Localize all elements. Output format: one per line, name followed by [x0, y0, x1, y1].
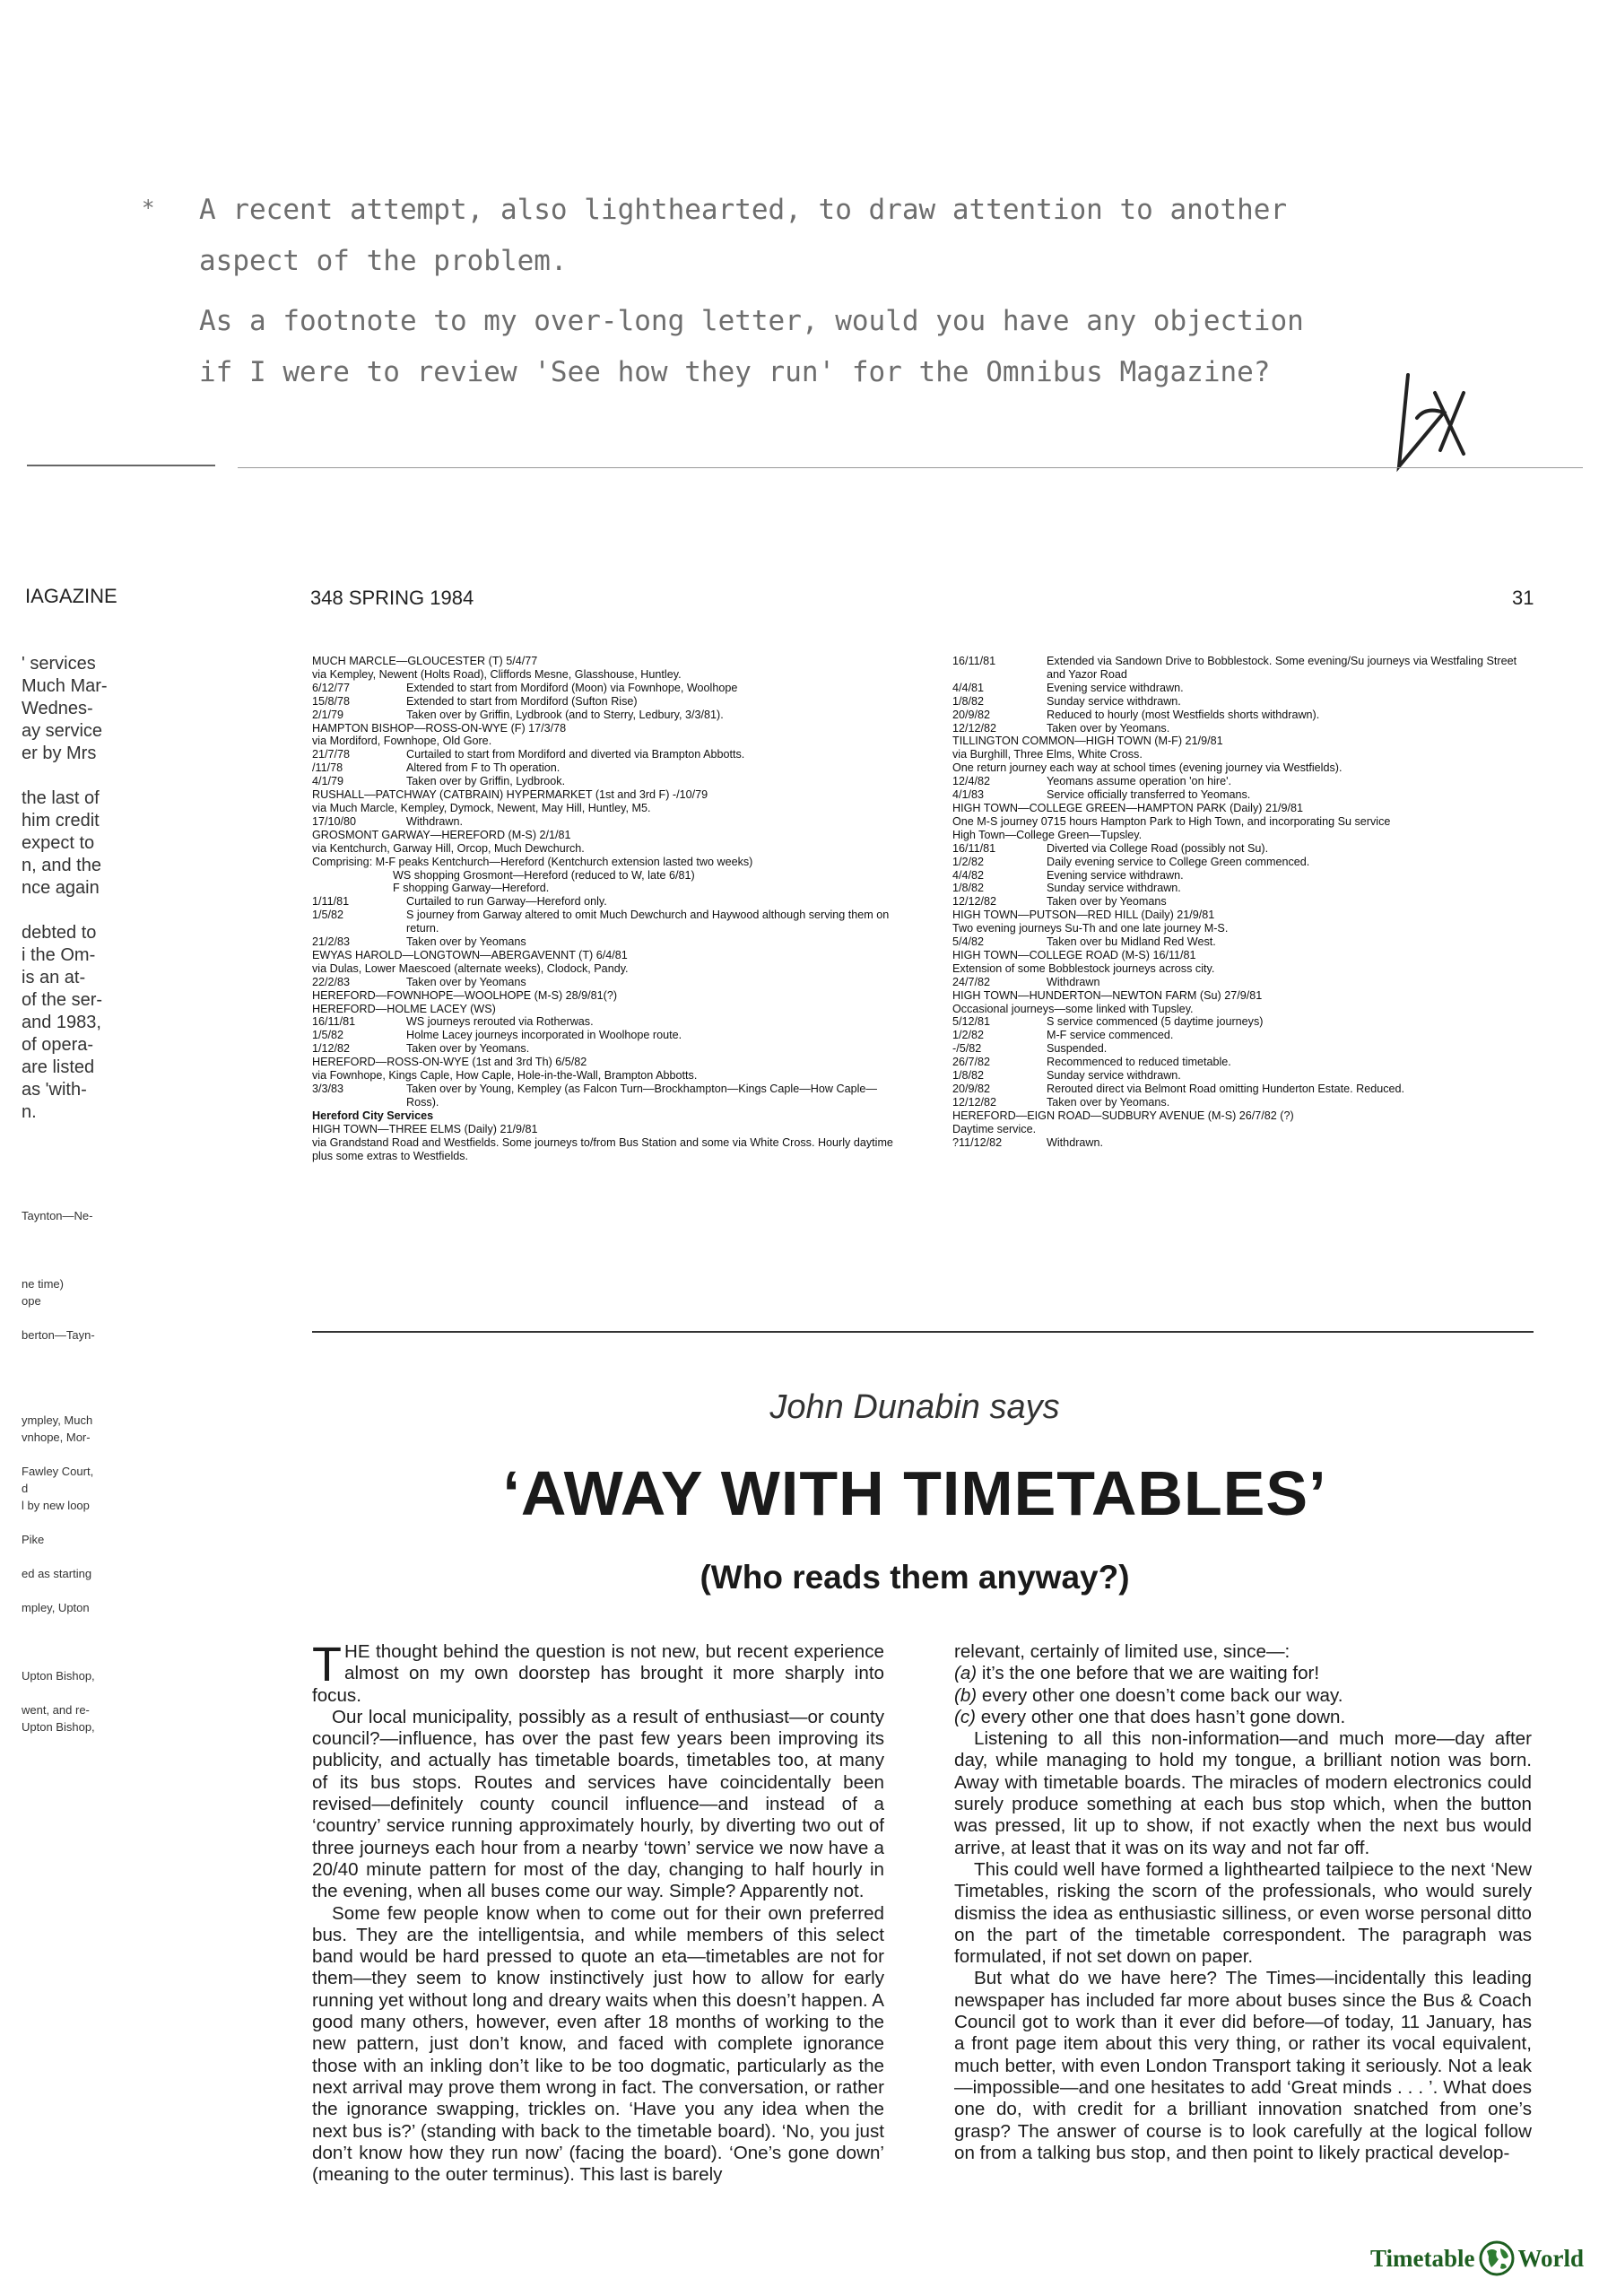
handwritten-initials — [1381, 357, 1480, 474]
timetable-row — [952, 1056, 1535, 1069]
timetable-route-heading: via Much Marcle, Kempley, Dymock, Newent, May Hill, Huntley, M5. — [312, 801, 651, 814]
side-line-small: ympley, Much — [22, 1413, 93, 1427]
side-line-small: vnhope, Mor- — [22, 1431, 91, 1444]
article-paragraph: Listening to all this non-information—and much more—day after day, while managing to hold my tongue, a brilliant notion was born. Away with timetable boards. The miracles of modern electronics could surely produce something at each bus stop which, when the button was pressed, lit up to show, if not exactly when the next bus would arrive, at least that it was on its way and not far off. — [954, 1728, 1532, 1858]
list-item — [954, 1707, 1532, 1728]
timetable-row — [312, 709, 895, 722]
timetable-row — [312, 1083, 895, 1109]
timetable-date: 12/12/82 — [952, 1095, 997, 1109]
side-line-small: Taynton—Ne- — [22, 1209, 93, 1222]
timetable-row — [952, 1096, 1535, 1109]
list-item — [954, 1685, 1532, 1707]
article-paragraph: Our local municipality, possibly as a result of enthusiast—or county council?—influence, has over the past few years been improving its publicity, and actually has timetable boards, timetables too, at many of its bus stops. Routes and services have coincidentally been revised—definitely county council influence—and instead of a ‘country’ service running approximately hourly, by diverting two out of three journeys each hour from a nearby ‘town’ service we now have a 20/40 minute pattern for most of the day, changing to half hourly in the evening, when all buses come our way. Simple? Apparently not. — [312, 1706, 884, 1902]
side-line: i the Om- — [22, 945, 96, 965]
timetable-date: ?11/12/82 — [952, 1135, 1003, 1149]
side-line-small — [22, 1309, 118, 1326]
side-line-small: ed as starting — [22, 1567, 92, 1580]
timetable-route-heading: via Burghill, Three Elms, White Cross. — [952, 748, 1143, 761]
timetable-route-heading: via Kentchurch, Garway Hill, Orcop, Much Dewchurch. — [312, 841, 585, 855]
timetable-row — [952, 882, 1535, 895]
side-line-small — [22, 1548, 118, 1565]
left-column-fragment — [22, 653, 118, 1124]
side-line-small — [22, 1395, 118, 1412]
timetable-route-heading: HIGH TOWN—COLLEGE GREEN—HAMPTON PARK (Daily) 21/9/81 — [952, 801, 1303, 814]
side-line-small — [22, 1258, 118, 1275]
timetable-row — [312, 895, 895, 909]
timetable-route-heading: High Town—College Green—Tupsley. — [952, 828, 1143, 841]
timetable-subentry: F shopping Garway—Hereford. — [393, 882, 550, 895]
timetable-note: Withdrawn. — [406, 814, 463, 828]
side-line: as 'with- — [22, 1080, 87, 1100]
left-column-fragment-small — [22, 1207, 118, 1735]
side-line: Wednes- — [22, 699, 93, 718]
side-line: debted to — [22, 923, 97, 943]
side-line: n. — [22, 1102, 37, 1122]
timetable-note: Withdrawn. — [1047, 1135, 1103, 1149]
side-line: ' services — [22, 654, 96, 674]
side-line: ay service — [22, 721, 103, 741]
timetable-subentry: WS shopping Grosmont—Hereford (reduced to W, late 6/81) — [393, 868, 695, 882]
timetable-note: Evening service withdrawn. — [1047, 681, 1184, 694]
timetable-date: 21/7/78 — [312, 748, 351, 761]
side-line-small — [22, 1361, 118, 1378]
side-line-small: l by new loop — [22, 1499, 90, 1512]
timetable-route-heading: Occasional journeys—some linked with Tupsley. — [952, 1002, 1194, 1015]
timetable-note: Recommenced to reduced timetable. — [1047, 1056, 1231, 1069]
side-line-small — [22, 1224, 118, 1241]
letter-divider-left — [27, 465, 215, 466]
timetable-note: Taken over by Griffin, Lydbrook. — [406, 775, 566, 788]
logo-text-right: World — [1517, 2244, 1585, 2272]
timetable-note: Diverted via College Road (possibly not Su). — [1047, 841, 1269, 855]
timetable-note: Extended to start from Mordiford (Sufton Rise) — [406, 694, 638, 708]
timetable-route-heading: MUCH MARCLE—GLOUCESTER (T) 5/4/77 — [312, 655, 538, 667]
article-column-right — [954, 1641, 1532, 2164]
timetable-note: Daily evening service to College Green commenced. — [1047, 855, 1310, 868]
timetable-row — [952, 895, 1535, 909]
timetable-row — [312, 695, 895, 709]
timetable-note: Rerouted direct via Belmont Road omitting Hunderton Estate. Reduced. — [1047, 1083, 1405, 1095]
timetable-note: Extended via Sandown Drive to Bobblestock. Some evening/Su journeys via Westfaling Street and Yazor Road — [1047, 655, 1517, 681]
timetable-row — [312, 935, 895, 949]
side-line-small: d — [22, 1482, 29, 1495]
drop-cap: T — [312, 1638, 342, 1692]
timetable-date: 4/1/83 — [952, 788, 985, 802]
timetable-date: 3/3/83 — [312, 1083, 344, 1095]
timetable-row — [952, 1083, 1535, 1096]
article-byline: John Dunabin says — [769, 1388, 1060, 1426]
timetable-date: 12/4/82 — [952, 775, 991, 788]
timetable-route-heading: GROSMONT GARWAY—HEREFORD (M-S) 2/1/81 — [312, 828, 571, 841]
timetable-note: Extended to start from Mordiford (Moon) via Fownhope, Woolhope — [406, 681, 738, 694]
article-list — [954, 1663, 1532, 1728]
timetable-route-heading: HEREFORD—ROSS-ON-WYE (1st and 3rd Th) 6/5/82 — [312, 1056, 587, 1069]
timetable-row — [952, 655, 1535, 682]
timetable-row — [952, 842, 1535, 856]
side-line: nce again — [22, 878, 100, 898]
timetable-date: 1/8/82 — [952, 882, 985, 895]
timetable-route-heading: HIGH TOWN—HUNDERTON—NEWTON FARM (Su) 27/9/81 — [952, 988, 1263, 1002]
timetable-note: Taken over by Young, Kempley (as Falcon Turn—Brockhampton—Kings Caple—How Caple—Ross). — [406, 1083, 878, 1109]
article-subtitle: (Who reads them anyway?) — [700, 1559, 1130, 1596]
timetable-route-heading: One M-S journey 0715 hours Hampton Park to High Town, and incorporating Su service — [952, 814, 1391, 828]
timetable-date: 1/11/81 — [312, 895, 350, 909]
timetable-row — [952, 722, 1535, 735]
timetable-date: 16/11/81 — [952, 841, 996, 855]
timetable-route-heading: via Kempley, Newent (Holts Road), Cliffords Mesne, Glasshouse, Huntley. — [312, 667, 682, 681]
logo-text-left: Timetable — [1370, 2244, 1475, 2272]
timetable-date: 21/2/83 — [312, 935, 351, 949]
timetable-date: 4/1/79 — [312, 775, 344, 788]
timetable-row — [952, 1069, 1535, 1083]
timetable-date: 20/9/82 — [952, 708, 991, 721]
timetable-date: 6/12/77 — [312, 681, 351, 694]
timetable-note: Taken over by Yeomans. — [1047, 1095, 1170, 1109]
timetable-note: Taken over by Yeomans. — [406, 1042, 530, 1056]
timetable-row — [952, 1136, 1535, 1150]
timetable-note: Altered from F to Th operation. — [406, 761, 561, 775]
article-paragraph — [312, 1638, 884, 1707]
timetable-row — [312, 682, 895, 695]
timetable-section-heading: Hereford City Services — [312, 1109, 434, 1122]
timetable-note: Sunday service withdrawn. — [1047, 1069, 1181, 1083]
timetable-note: M-F service commenced. — [1047, 1029, 1174, 1042]
timetable-date: 26/7/82 — [952, 1056, 991, 1069]
list-item-text: every other one that does hasn’t gone down. — [976, 1706, 1346, 1727]
side-line-small: Fawley Court, — [22, 1465, 94, 1478]
timetable-note: Yeomans assume operation 'on hire'. — [1047, 775, 1231, 788]
timetable-note: Withdrawn — [1047, 975, 1100, 988]
letter-line-2: aspect of the problem. — [199, 245, 568, 277]
timetable-row — [312, 748, 895, 761]
timetable-route-heading: TILLINGTON COMMON—HIGH TOWN (M-F) 21/9/81 — [952, 735, 1223, 748]
timetable-row — [312, 815, 895, 829]
timetable-date: 1/8/82 — [952, 1069, 985, 1083]
timetable-note: Reduced to hourly (most Westfields shorts withdrawn). — [1047, 708, 1320, 721]
timetable-note: Taken over by Griffin, Lydbrook (and to Sterry, Ledbury, 3/3/81). — [406, 708, 724, 721]
side-line-small — [22, 1633, 118, 1650]
side-line-small: Upton Bishop, — [22, 1669, 95, 1683]
timetable-row — [952, 869, 1535, 883]
timetable-date: 1/12/82 — [312, 1042, 351, 1056]
timetable-route-heading: via Grandstand Road and Westfields. Some journeys to/from Bus Station and some via White Cross. Hourly daytime plus some extras to Westfields. — [312, 1135, 893, 1162]
article-paragraph: But what do we have here? The Times—incidentally this leading newspaper has included far more about buses since the Bus & Coach Council got to work than it ever did before—of today, 11 January, has a front page item about this very thing, or rather its vocal equivalent, much better, with even London Transport taking it seriously. Not a leak—impossible—and one hesitates to add ‘Great minds . . . ’. What does one do, with credit for a brilliant innovation snatched from one’s grasp? The answer of course is to look carefully at the logical follow on from a talking bus stop, and then point to likely practical develop- — [954, 1968, 1532, 2163]
timetable-row — [952, 775, 1535, 788]
timetable-date: 1/2/82 — [952, 1029, 985, 1042]
timetable-route-heading: via Dulas, Lower Maescoed (alternate weeks), Clodock, Pandy. — [312, 961, 629, 975]
timetable-date: 5/4/82 — [952, 935, 985, 949]
page-number: 31 — [1512, 587, 1534, 609]
timetable-row — [952, 856, 1535, 869]
timetable-row — [952, 935, 1535, 949]
timetable-note: WS journeys rerouted via Rotherwas. — [406, 1015, 594, 1029]
timetable-route-heading: HAMPTON BISHOP—ROSS-ON-WYE (F) 17/3/78 — [312, 721, 567, 735]
side-line: the last of — [22, 788, 100, 808]
side-line: are listed — [22, 1057, 95, 1077]
list-item-text: it’s the one before that we are waiting for! — [977, 1663, 1320, 1684]
timetable-row — [312, 1029, 895, 1042]
timetable-row — [312, 976, 895, 989]
side-line: er by Mrs — [22, 744, 97, 763]
side-line-small — [22, 1684, 118, 1701]
side-line-small — [22, 1378, 118, 1395]
timetable-row — [952, 695, 1535, 709]
timetable-route-heading: Two evening journeys Su-Th and one late journey M-S. — [952, 922, 1229, 935]
timetable-date: 15/8/78 — [312, 694, 351, 708]
timetable-date: 2/1/79 — [312, 708, 344, 721]
timetable-note: Suspended. — [1047, 1042, 1108, 1056]
timetable-row — [312, 1015, 895, 1029]
timetable-route-heading: EWYAS HAROLD—LONGTOWN—ABERGAVENNT (T) 6/4/81 — [312, 948, 628, 961]
side-line-small: mpley, Upton — [22, 1601, 90, 1614]
side-line: Much Mar- — [22, 676, 108, 696]
timetable-note: Taken over bu Midland Red West. — [1047, 935, 1216, 949]
timetable-route-heading: HIGH TOWN—PUTSON—RED HILL (Daily) 21/9/81 — [952, 909, 1215, 922]
list-item-key: (a) — [954, 1663, 978, 1684]
timetable-row — [312, 909, 895, 935]
timetable-date: 1/8/82 — [952, 694, 985, 708]
timetable-date: 17/10/80 — [312, 814, 357, 828]
side-line: n, and the — [22, 856, 101, 875]
timetable-date: /11/78 — [312, 761, 343, 775]
side-line: is an at- — [22, 968, 86, 987]
article-paragraph: This could well have formed a lighthearted tailpiece to the next ‘New Timetables, risking the scorn of the professionals, who would surely dismiss the idea as enthusiastic silliness, or even worse personal ditto on the part of the timetable correspondent. The paragraph was formulated, if not set down on paper. — [954, 1858, 1532, 1968]
timetable-row — [952, 976, 1535, 989]
side-line-small — [22, 1616, 118, 1633]
timetable-route-heading: HEREFORD—EIGN ROAD—SUDBURY AVENUE (M-S) 26/7/82 (?) — [952, 1109, 1294, 1122]
timetable-note: Taken over by Yeomans — [1047, 895, 1167, 909]
timetable-route-heading: HEREFORD—FOWNHOPE—WOOLHOPE (M-S) 28/9/81(?) — [312, 988, 618, 1002]
side-line: of opera- — [22, 1035, 94, 1055]
side-line-small — [22, 1514, 118, 1531]
timetable-date: 1/5/82 — [312, 1029, 344, 1042]
side-line-small — [22, 1582, 118, 1599]
timetable-note: Curtailed to run Garway—Hereford only. — [406, 895, 607, 909]
letter-line-1: A recent attempt, also lighthearted, to draw attention to another — [199, 194, 1288, 226]
timetable-route-heading: Comprising: M-F peaks Kentchurch—Hereford (Kentchurch extension lasted two weeks) — [312, 855, 753, 868]
timetable-note: Taken over by Yeomans — [406, 935, 526, 949]
timetable-listing-left — [312, 655, 895, 1162]
timetable-route-heading: One return journey each way at school times (evening journey via Westfields). — [952, 761, 1343, 775]
timetable-row — [952, 682, 1535, 695]
timetable-date: 4/4/82 — [952, 868, 985, 882]
timetable-note: Sunday service withdrawn. — [1047, 882, 1181, 895]
timetable-note: Sunday service withdrawn. — [1047, 694, 1181, 708]
magazine-name-fragment: IAGAZINE — [25, 585, 117, 607]
timetable-row — [952, 1042, 1535, 1056]
timetable-world-logo — [1370, 2240, 1584, 2276]
timetable-note: Holme Lacey journeys incorporated in Woolhope route. — [406, 1029, 682, 1042]
timetable-date: 12/12/82 — [952, 895, 997, 909]
timetable-row — [952, 788, 1535, 802]
letter-bullet: * — [142, 196, 155, 221]
timetable-date: 16/11/81 — [952, 655, 996, 667]
list-item-text: every other one doesn’t come back our way. — [977, 1684, 1343, 1706]
timetable-listing-right — [952, 655, 1535, 1150]
timetable-note: S service commenced (5 daytime journeys) — [1047, 1015, 1264, 1029]
timetable-note: Taken over by Yeomans. — [1047, 721, 1170, 735]
side-line-small: Pike — [22, 1533, 45, 1546]
timetable-date: 4/4/81 — [952, 681, 985, 694]
side-line: of the ser- — [22, 990, 103, 1010]
article-title: ‘AWAY WITH TIMETABLES’ — [502, 1458, 1327, 1528]
timetable-route-heading: HIGH TOWN—THREE ELMS (Daily) 21/9/81 — [312, 1122, 538, 1135]
timetable-route-heading: via Mordiford, Fownhope, Old Gore. — [312, 735, 492, 748]
article-paragraph: Some few people know when to come out for their own preferred bus. They are the intelligentsia, and while members of this select band would be hard pressed to quote an eta—timetables are not for them—they seem to know instinctively just how to allow for early running yet without long and dreary waits when this doesn’t happen. A good many others, however, even after 18 months of working to the new pattern, just don’t know, and faced with complete ignorance those with an inkling don’t like to be too dogmatic, particularly as the next arrival may prove them wrong in fact. The conversation, or rather the ignorance swapping, trickles on. ‘Have you any idea when the next bus is?’ (standing with back to the timetable board). ‘No, you just don’t know how they run now’ (facing the board). ‘One’s gone down’ (meaning to the outer terminus). This last is barely — [312, 1902, 884, 2186]
timetable-date: 1/2/82 — [952, 855, 985, 868]
timetable-route-heading: RUSHALL—PATCHWAY (CATBRAIN) HYPERMARKET (1st and 3rd F) -/10/79 — [312, 788, 708, 802]
timetable-route-heading: Daytime service. — [952, 1122, 1037, 1135]
timetable-row — [312, 1042, 895, 1056]
side-line — [22, 765, 118, 787]
timetable-date: -/5/82 — [952, 1042, 982, 1056]
side-line: and 1983, — [22, 1013, 101, 1032]
list-item-key: (b) — [954, 1684, 978, 1706]
timetable-row — [952, 709, 1535, 722]
list-item — [954, 1663, 1532, 1684]
timetable-route-heading: HIGH TOWN—COLLEGE ROAD (M-S) 16/11/81 — [952, 948, 1196, 961]
globe-icon — [1479, 2240, 1515, 2276]
timetable-date: 22/2/83 — [312, 975, 351, 988]
timetable-date: 24/7/82 — [952, 975, 991, 988]
timetable-row — [312, 761, 895, 775]
letter-line-4: if I were to review 'See how they run' for the Omnibus Magazine? — [199, 356, 1271, 388]
side-line-small — [22, 1650, 118, 1667]
timetable-route-heading: HEREFORD—HOLME LACEY (WS) — [312, 1002, 496, 1015]
timetable-route-heading: Extension of some Bobblestock journeys across city. — [952, 961, 1215, 975]
side-line-small: went, and re- — [22, 1703, 90, 1717]
letter-divider-right — [238, 467, 1583, 468]
timetable-date: 20/9/82 — [952, 1083, 991, 1095]
letter-line-3: As a footnote to my over-long letter, would you have any objection — [199, 305, 1304, 337]
timetable-note: Curtailed to start from Mordiford and diverted via Brampton Abbotts. — [406, 748, 745, 761]
timetable-date: 16/11/81 — [312, 1015, 356, 1029]
issue-label: 348 SPRING 1984 — [310, 587, 474, 609]
timetable-note: Evening service withdrawn. — [1047, 868, 1184, 882]
list-item-key: (c) — [954, 1706, 977, 1727]
side-line-small: ne time) — [22, 1277, 64, 1291]
timetable-note: Service officially transferred to Yeomans. — [1047, 788, 1251, 802]
side-line: him credit — [22, 811, 100, 831]
timetable-route-heading: via Fownhope, Kings Caple, How Caple, Hole-in-the-Wall, Brampton Abbotts. — [312, 1069, 698, 1083]
side-line-small: Upton Bishop, — [22, 1720, 95, 1734]
side-line-small — [22, 1446, 118, 1463]
article-paragraph-text: HE thought behind the question is not new, but recent experience almost on my own doorstep has brought it more sharply into focus. — [312, 1641, 884, 1706]
side-line: expect to — [22, 833, 95, 853]
timetable-row — [312, 775, 895, 788]
timetable-row — [952, 1015, 1535, 1029]
side-line — [22, 900, 118, 922]
timetable-date: 12/12/82 — [952, 721, 997, 735]
timetable-note: Taken over by Yeomans — [406, 975, 526, 988]
side-line-small — [22, 1241, 118, 1258]
timetable-date: 1/5/82 — [312, 909, 344, 922]
side-line-small: berton—Tayn- — [22, 1328, 95, 1342]
side-line-small — [22, 1344, 118, 1361]
article-paragraph: relevant, certainly of limited use, since—: — [954, 1641, 1290, 1662]
timetable-row — [952, 1029, 1535, 1042]
side-line-small: ope — [22, 1294, 41, 1308]
section-divider — [312, 1331, 1534, 1333]
article-column-left — [312, 1638, 884, 2186]
timetable-date: 5/12/81 — [952, 1015, 991, 1029]
timetable-note: S journey from Garway altered to omit Much Dewchurch and Haywood although serving them on return. — [406, 909, 890, 935]
